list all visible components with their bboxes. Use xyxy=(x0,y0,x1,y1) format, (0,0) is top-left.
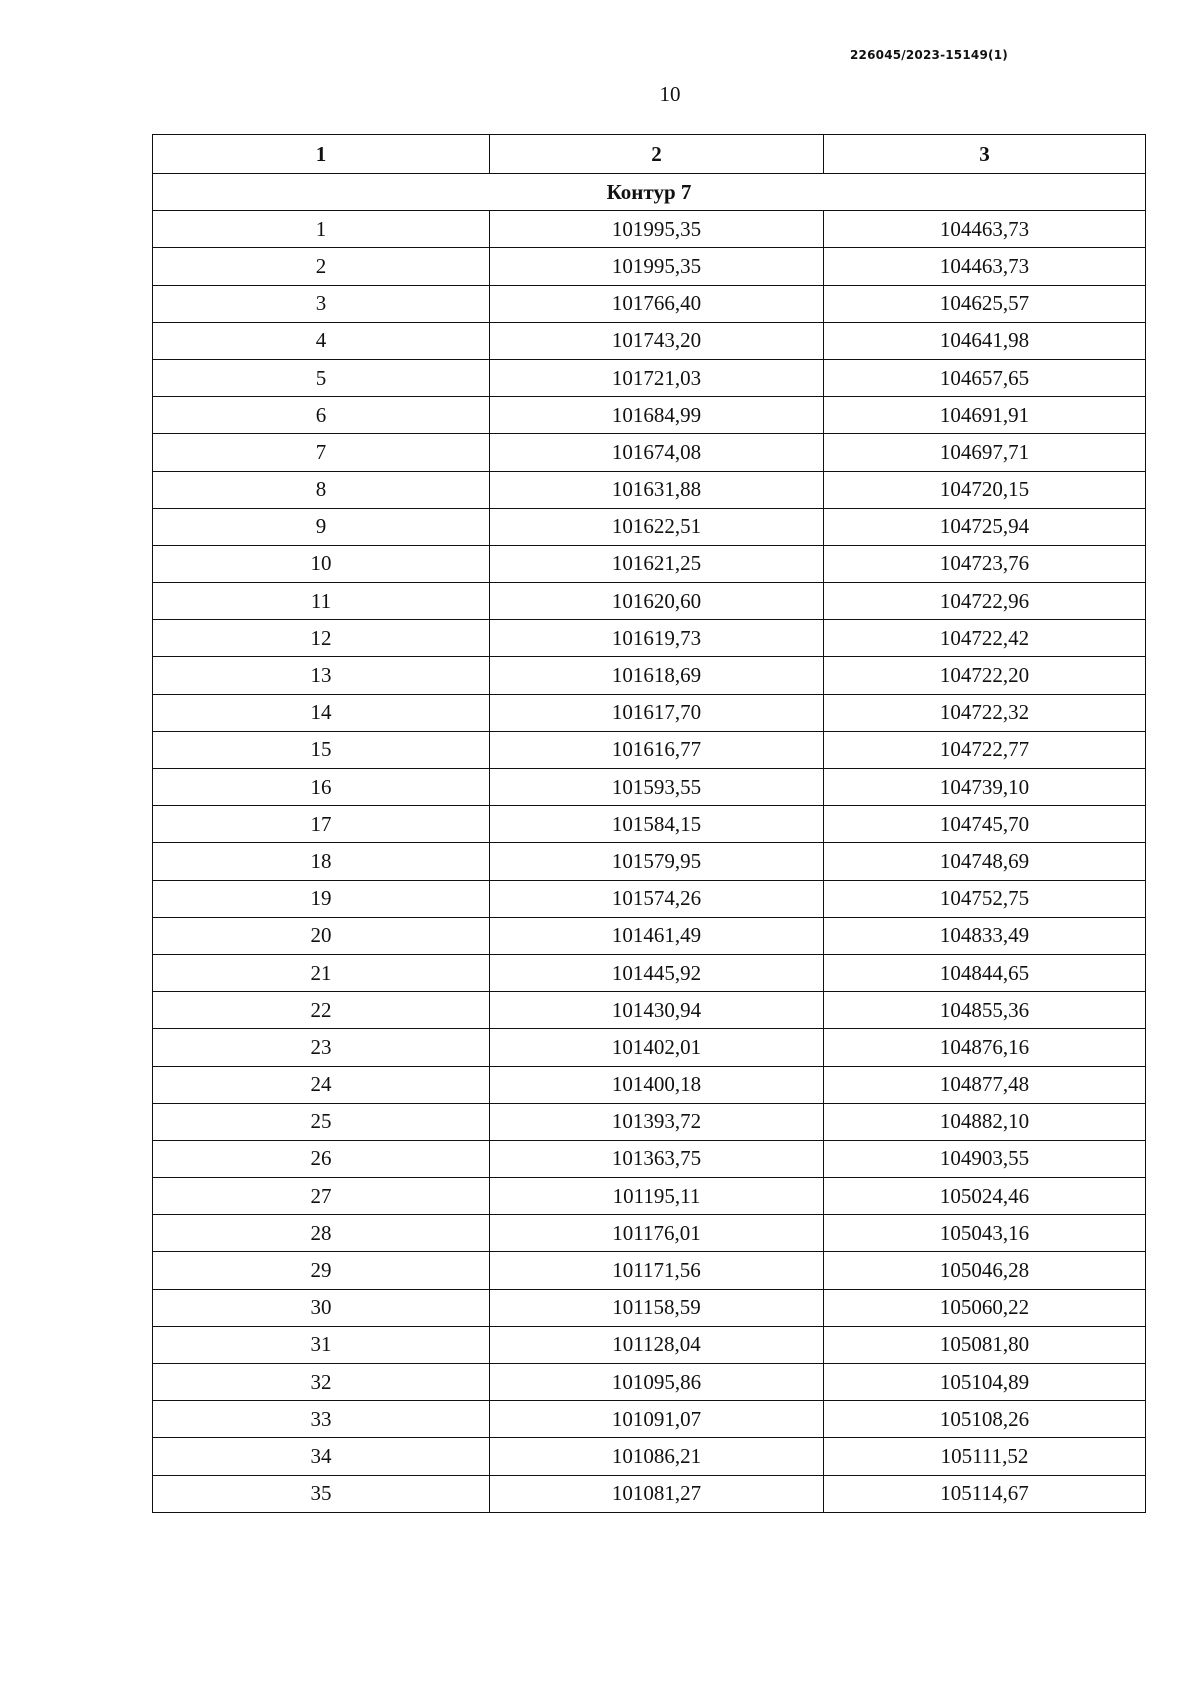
point-number-cell: 32 xyxy=(153,1364,490,1401)
header-row xyxy=(153,135,1146,174)
x-coordinate-cell: 101995,35 xyxy=(490,211,824,248)
table-row xyxy=(153,434,1146,471)
y-coordinate-cell: 104722,96 xyxy=(824,583,1146,620)
y-coordinate-cell: 104876,16 xyxy=(824,1029,1146,1066)
y-coordinate-cell: 104657,65 xyxy=(824,359,1146,396)
point-number-cell: 25 xyxy=(153,1103,490,1140)
y-coordinate-cell: 105111,52 xyxy=(824,1438,1146,1475)
page-number: 10 xyxy=(659,82,681,106)
table-row xyxy=(153,1438,1146,1475)
point-number-cell: 10 xyxy=(153,545,490,582)
x-coordinate-cell: 101620,60 xyxy=(490,583,824,620)
y-coordinate-cell: 104722,20 xyxy=(824,657,1146,694)
point-number-cell: 4 xyxy=(153,322,490,359)
point-number-cell: 35 xyxy=(153,1475,490,1512)
x-coordinate-cell: 101363,75 xyxy=(490,1140,824,1177)
table-body xyxy=(153,174,1146,1513)
point-number-cell: 19 xyxy=(153,880,490,917)
table-row xyxy=(153,1289,1146,1326)
document-id: 226045/2023-15149(1) xyxy=(850,48,1008,62)
table-row xyxy=(153,1401,1146,1438)
point-number-cell: 13 xyxy=(153,657,490,694)
table-row xyxy=(153,322,1146,359)
table-row xyxy=(153,359,1146,396)
y-coordinate-cell: 104882,10 xyxy=(824,1103,1146,1140)
point-number-cell: 5 xyxy=(153,359,490,396)
y-coordinate-cell: 104833,49 xyxy=(824,917,1146,954)
table-row xyxy=(153,248,1146,285)
y-coordinate-cell: 104722,32 xyxy=(824,694,1146,731)
column-header-3: 3 xyxy=(824,135,1146,174)
point-number-cell: 21 xyxy=(153,954,490,991)
x-coordinate-cell: 101619,73 xyxy=(490,620,824,657)
table-row xyxy=(153,843,1146,880)
y-coordinate-cell: 105043,16 xyxy=(824,1215,1146,1252)
point-number-cell: 14 xyxy=(153,694,490,731)
point-number-cell: 9 xyxy=(153,508,490,545)
table-row xyxy=(153,1029,1146,1066)
y-coordinate-cell: 104855,36 xyxy=(824,992,1146,1029)
y-coordinate-cell: 104752,75 xyxy=(824,880,1146,917)
x-coordinate-cell: 101621,25 xyxy=(490,545,824,582)
y-coordinate-cell: 104720,15 xyxy=(824,471,1146,508)
point-number-cell: 29 xyxy=(153,1252,490,1289)
y-coordinate-cell: 104641,98 xyxy=(824,322,1146,359)
y-coordinate-cell: 104722,42 xyxy=(824,620,1146,657)
x-coordinate-cell: 101081,27 xyxy=(490,1475,824,1512)
table-row xyxy=(153,397,1146,434)
point-number-cell: 22 xyxy=(153,992,490,1029)
y-coordinate-cell: 104745,70 xyxy=(824,806,1146,843)
point-number-cell: 15 xyxy=(153,731,490,768)
point-number-cell: 27 xyxy=(153,1178,490,1215)
x-coordinate-cell: 101574,26 xyxy=(490,880,824,917)
column-header-1: 1 xyxy=(153,135,490,174)
table-row xyxy=(153,1103,1146,1140)
table-row xyxy=(153,1140,1146,1177)
x-coordinate-cell: 101995,35 xyxy=(490,248,824,285)
y-coordinate-cell: 104722,77 xyxy=(824,731,1146,768)
point-number-cell: 2 xyxy=(153,248,490,285)
x-coordinate-cell: 101743,20 xyxy=(490,322,824,359)
x-coordinate-cell: 101195,11 xyxy=(490,1178,824,1215)
y-coordinate-cell: 104748,69 xyxy=(824,843,1146,880)
x-coordinate-cell: 101584,15 xyxy=(490,806,824,843)
y-coordinate-cell: 105108,26 xyxy=(824,1401,1146,1438)
table-row xyxy=(153,954,1146,991)
table-row xyxy=(153,1066,1146,1103)
y-coordinate-cell: 104877,48 xyxy=(824,1066,1146,1103)
table-row xyxy=(153,769,1146,806)
y-coordinate-cell: 105104,89 xyxy=(824,1364,1146,1401)
point-number-cell: 20 xyxy=(153,917,490,954)
x-coordinate-cell: 101445,92 xyxy=(490,954,824,991)
table-row xyxy=(153,211,1146,248)
table-row xyxy=(153,285,1146,322)
point-number-cell: 28 xyxy=(153,1215,490,1252)
point-number-cell: 26 xyxy=(153,1140,490,1177)
point-number-cell: 34 xyxy=(153,1438,490,1475)
x-coordinate-cell: 101617,70 xyxy=(490,694,824,731)
y-coordinate-cell: 104463,73 xyxy=(824,248,1146,285)
x-coordinate-cell: 101400,18 xyxy=(490,1066,824,1103)
point-number-cell: 1 xyxy=(153,211,490,248)
table-row xyxy=(153,657,1146,694)
table-row xyxy=(153,583,1146,620)
table-row xyxy=(153,694,1146,731)
x-coordinate-cell: 101402,01 xyxy=(490,1029,824,1066)
table-row xyxy=(153,880,1146,917)
x-coordinate-cell: 101616,77 xyxy=(490,731,824,768)
point-number-cell: 11 xyxy=(153,583,490,620)
x-coordinate-cell: 101684,99 xyxy=(490,397,824,434)
point-number-cell: 18 xyxy=(153,843,490,880)
table-row xyxy=(153,917,1146,954)
point-number-cell: 12 xyxy=(153,620,490,657)
y-coordinate-cell: 104725,94 xyxy=(824,508,1146,545)
y-coordinate-cell: 104697,71 xyxy=(824,434,1146,471)
point-number-cell: 33 xyxy=(153,1401,490,1438)
y-coordinate-cell: 105024,46 xyxy=(824,1178,1146,1215)
table-row xyxy=(153,806,1146,843)
x-coordinate-cell: 101766,40 xyxy=(490,285,824,322)
y-coordinate-cell: 105060,22 xyxy=(824,1289,1146,1326)
point-number-cell: 31 xyxy=(153,1326,490,1363)
table-header xyxy=(153,135,1146,174)
column-header-2: 2 xyxy=(490,135,824,174)
table-row xyxy=(153,992,1146,1029)
table-row xyxy=(153,620,1146,657)
x-coordinate-cell: 101091,07 xyxy=(490,1401,824,1438)
coordinates-table xyxy=(152,134,1146,1513)
x-coordinate-cell: 101461,49 xyxy=(490,917,824,954)
x-coordinate-cell: 101158,59 xyxy=(490,1289,824,1326)
section-title: Контур 7 xyxy=(153,174,1146,211)
table-row xyxy=(153,471,1146,508)
y-coordinate-cell: 104625,57 xyxy=(824,285,1146,322)
x-coordinate-cell: 101579,95 xyxy=(490,843,824,880)
point-number-cell: 8 xyxy=(153,471,490,508)
point-number-cell: 17 xyxy=(153,806,490,843)
y-coordinate-cell: 104691,91 xyxy=(824,397,1146,434)
y-coordinate-cell: 105081,80 xyxy=(824,1326,1146,1363)
point-number-cell: 16 xyxy=(153,769,490,806)
x-coordinate-cell: 101176,01 xyxy=(490,1215,824,1252)
point-number-cell: 23 xyxy=(153,1029,490,1066)
point-number-cell: 7 xyxy=(153,434,490,471)
y-coordinate-cell: 105114,67 xyxy=(824,1475,1146,1512)
x-coordinate-cell: 101393,72 xyxy=(490,1103,824,1140)
table-row xyxy=(153,1215,1146,1252)
point-number-cell: 3 xyxy=(153,285,490,322)
x-coordinate-cell: 101095,86 xyxy=(490,1364,824,1401)
table-row xyxy=(153,508,1146,545)
x-coordinate-cell: 101674,08 xyxy=(490,434,824,471)
section-row xyxy=(153,174,1146,211)
y-coordinate-cell: 104903,55 xyxy=(824,1140,1146,1177)
point-number-cell: 30 xyxy=(153,1289,490,1326)
x-coordinate-cell: 101618,69 xyxy=(490,657,824,694)
y-coordinate-cell: 104723,76 xyxy=(824,545,1146,582)
y-coordinate-cell: 104463,73 xyxy=(824,211,1146,248)
y-coordinate-cell: 104844,65 xyxy=(824,954,1146,991)
table-row xyxy=(153,731,1146,768)
table-row xyxy=(153,1364,1146,1401)
table-row xyxy=(153,1252,1146,1289)
x-coordinate-cell: 101593,55 xyxy=(490,769,824,806)
table-row xyxy=(153,1326,1146,1363)
point-number-cell: 6 xyxy=(153,397,490,434)
point-number-cell: 24 xyxy=(153,1066,490,1103)
table-row xyxy=(153,1475,1146,1512)
x-coordinate-cell: 101622,51 xyxy=(490,508,824,545)
x-coordinate-cell: 101086,21 xyxy=(490,1438,824,1475)
y-coordinate-cell: 105046,28 xyxy=(824,1252,1146,1289)
table-row xyxy=(153,545,1146,582)
table-row xyxy=(153,1178,1146,1215)
x-coordinate-cell: 101128,04 xyxy=(490,1326,824,1363)
x-coordinate-cell: 101721,03 xyxy=(490,359,824,396)
x-coordinate-cell: 101171,56 xyxy=(490,1252,824,1289)
y-coordinate-cell: 104739,10 xyxy=(824,769,1146,806)
x-coordinate-cell: 101631,88 xyxy=(490,471,824,508)
x-coordinate-cell: 101430,94 xyxy=(490,992,824,1029)
